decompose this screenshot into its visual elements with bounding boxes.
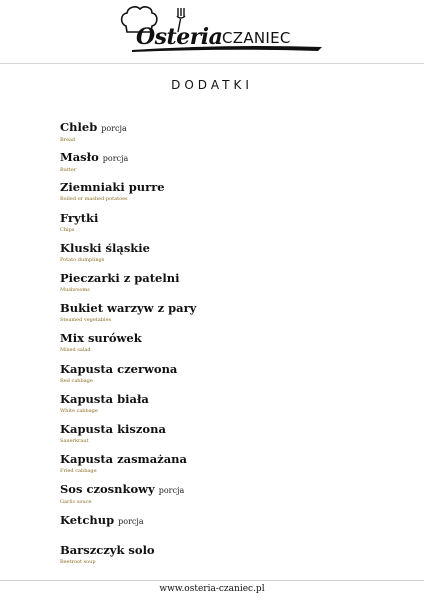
menu-item	[60, 209, 98, 233]
menu-item	[60, 269, 179, 293]
menu-item-name: Ketchup	[60, 512, 115, 527]
menu-item	[60, 480, 184, 505]
menu-item-english: Boiled or mashed potatoes	[60, 196, 128, 203]
menu-item-english: Mixed salad	[60, 347, 91, 354]
menu-item-name: Pieczarki z patelni	[60, 271, 180, 285]
page-title: DODATKI	[171, 78, 253, 92]
menu-item-name: Masło	[60, 150, 99, 165]
menu-item-english: Red cabbage	[60, 377, 93, 384]
menu-item-name: Bukiet warzyw z pary	[60, 301, 197, 316]
menu-item-name: Kapusta czerwona	[60, 361, 178, 376]
menu-item-name: Kapusta biała	[60, 391, 149, 406]
logo-czaniec: CZANIEC	[222, 29, 291, 47]
menu-item	[60, 541, 155, 565]
menu-item-english: Bread	[60, 137, 76, 143]
menu-item-name: Sos czosnkowy	[60, 482, 155, 497]
menu-item-name: Kapusta zasmażana	[60, 452, 187, 467]
menu-item-portion: porcja	[118, 516, 144, 526]
menu-item-name: Frytki	[60, 210, 99, 225]
menu-item-english: Potato dumplings	[60, 256, 105, 263]
menu-item-english: Chips	[60, 226, 75, 233]
logo	[118, 4, 324, 58]
logo-osteria: Osteria	[136, 24, 223, 50]
menu-item-english: Butter	[60, 167, 77, 174]
menu-item-english: Mushrooms	[60, 287, 90, 293]
menu-item	[60, 239, 150, 263]
menu-item	[60, 511, 144, 529]
menu-item-english: Steamed vegetables	[60, 317, 112, 324]
menu-item	[60, 450, 187, 474]
menu-item-english: Beetroot soup	[60, 558, 96, 565]
menu-item-english: Fried cabbage	[60, 468, 97, 475]
menu-item	[60, 148, 128, 173]
menu-item-name: Kapusta kiszona	[60, 422, 166, 436]
bottom-divider	[0, 580, 424, 581]
menu-item-english: Sauerkraut	[60, 438, 89, 444]
menu-item-name: Barszczyk solo	[60, 542, 155, 557]
menu-item	[60, 299, 196, 323]
menu-item	[60, 360, 177, 384]
menu-item-portion: porcja	[158, 486, 185, 496]
menu-item	[60, 420, 166, 444]
website-link[interactable]: www.osteria-czaniec.pl	[159, 584, 265, 594]
menu-item-name: Ziemniaki purre	[60, 180, 165, 195]
menu-item-portion: porcja	[101, 124, 127, 133]
menu-item-name: Mix surówek	[60, 331, 142, 346]
menu-item-english: White cabbage	[60, 407, 98, 414]
menu-item-portion: porcja	[102, 154, 129, 164]
menu-item	[60, 329, 142, 353]
menu-item	[60, 178, 165, 202]
menu-item-english: Garlic souce	[60, 499, 92, 506]
menu-item	[60, 118, 127, 143]
menu-item-name: Kluski śląskie	[60, 240, 150, 255]
menu-item	[60, 390, 149, 414]
menu-item-name: Chleb	[60, 120, 98, 134]
top-divider	[0, 63, 424, 64]
